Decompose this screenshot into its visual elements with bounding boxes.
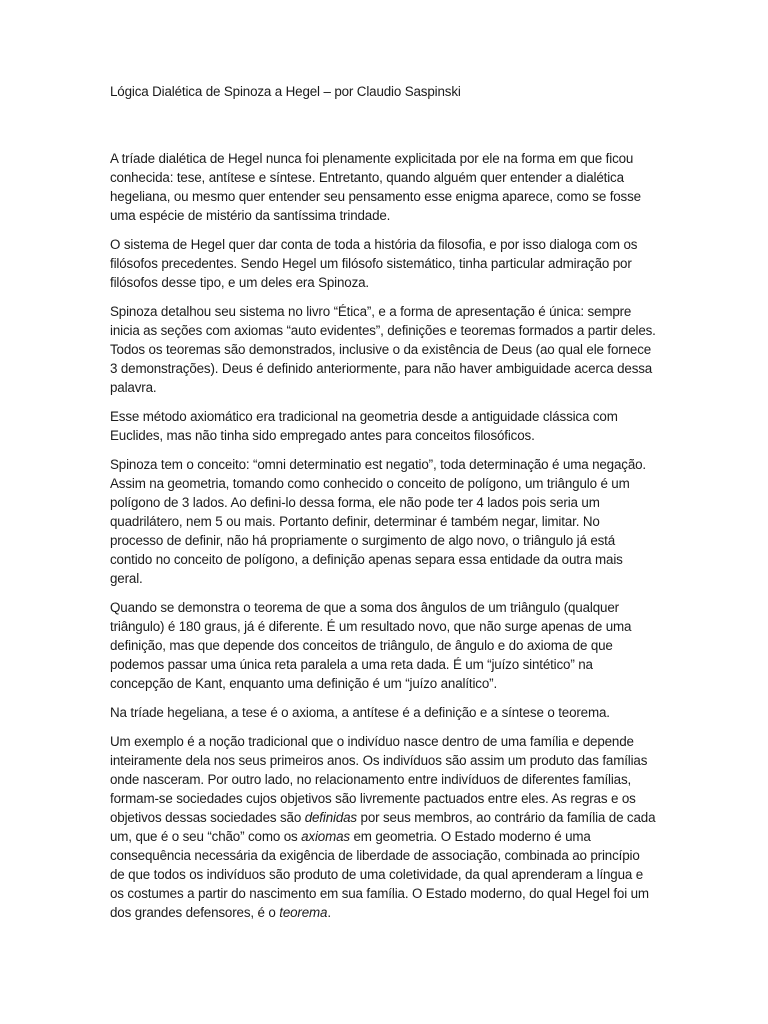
paragraph-6: Quando se demonstra o teorema de que a soma dos ângulos de um triângulo (qualquer triângulo) é 180 graus, já é diferente. É um resultado novo, que não surge apenas de uma definição, mas que depende dos conceitos de triângulo, de ângulo e do axioma de que podemos passar uma única reta paralela a uma reta dada. É um “juízo sintético” na concepção de Kant, enquanto uma definição é um “juízo analítico”. xyxy=(110,600,632,691)
paragraph-5: Spinoza tem o conceito: “omni determinatio est negatio”, toda determinação é uma negação. Assim na geometria, tomando como conhecido o conceito de polígono, um triângulo é um polígono de 3 lados. Ao defini-lo dessa forma, ele não pode ter 4 lados pois seria um quadrilátero, nem 5 ou mais. Portanto definir, determinar é também negar, limitar. No processo de definir, não há propriamente o surgimento de algo novo, o triângulo já está contido no conceito de polígono, a definição apenas separa essa entidade da outra mais geral. xyxy=(110,457,646,586)
paragraph-8-text-2: por seus membros, ao contrário da família de cada um, que é o seu “chão” como os xyxy=(110,810,656,844)
document-title: Lógica Dialética de Spinoza a Hegel – por Claudio Saspinski xyxy=(110,84,461,99)
paragraph-7: Na tríade hegeliana, a tese é o axioma, a antítese é a definição e a síntese o teorema. xyxy=(110,705,610,720)
paragraph-4: Esse método axiomático era tradicional na geometria desde a antiguidade clássica com Euclides, mas não tinha sido empregado antes para conceitos filosóficos. xyxy=(110,409,618,443)
document-body xyxy=(110,149,656,932)
emphasis-axiomas: axiomas xyxy=(301,829,350,844)
paragraph-8-text-3: em geometria. O Estado moderno é uma consequência necessária da exigência de liberdade de associação, combinada ao princípio de que todos os indivíduos são produto de uma coletividade, da qual aprenderam a língua e os costumes a partir do nascimento em sua família. O Estado moderno, do qual Hegel foi um dos grandes defensores, é o xyxy=(110,829,649,920)
emphasis-definidas: definidas xyxy=(304,810,357,825)
paragraph-8-text-4: . xyxy=(327,905,331,920)
paragraph-3: Spinoza detalhou seu sistema no livro “Ética”, e a forma de apresentação é única: sempre inicia as seções com axiomas “auto evidentes”, definições e teoremas formados a partir deles. Todos os teoremas são demonstrados, inclusive o da existência de Deus (ao qual ele fornece 3 demonstrações). Deus é definido anteriormente, para não haver ambiguidade acerca dessa palavra. xyxy=(110,304,656,395)
emphasis-teorema: teorema xyxy=(279,905,328,920)
paragraph-8 xyxy=(110,732,656,922)
paragraph-1: A tríade dialética de Hegel nunca foi plenamente explicitada por ele na forma em que ficou conhecida: tese, antítese e síntese. Entretanto, quando alguém quer entender a dialética hegeliana, ou mesmo quer entender seu pensamento esse enigma aparece, como se fosse uma espécie de mistério da santíssima trindade. xyxy=(110,151,641,223)
paragraph-8-text-1: Um exemplo é a noção tradicional que o indivíduo nasce dentro de uma família e depende inteiramente dela nos seus primeiros anos. Os indivíduos são assim um produto das famílias onde nasceram. Por outro lado, no relacionamento entre indivíduos de diferentes famílias, formam-se sociedades cujos objetivos são livremente pactuados entre eles. As regras e os objetivos dessas sociedades são xyxy=(110,734,648,825)
paragraph-2: O sistema de Hegel quer dar conta de toda a história da filosofia, e por isso dialoga com os filósofos precedentes. Sendo Hegel um filósofo sistemático, tinha particular admiração por filósofos desse tipo, e um deles era Spinoza. xyxy=(110,237,638,290)
